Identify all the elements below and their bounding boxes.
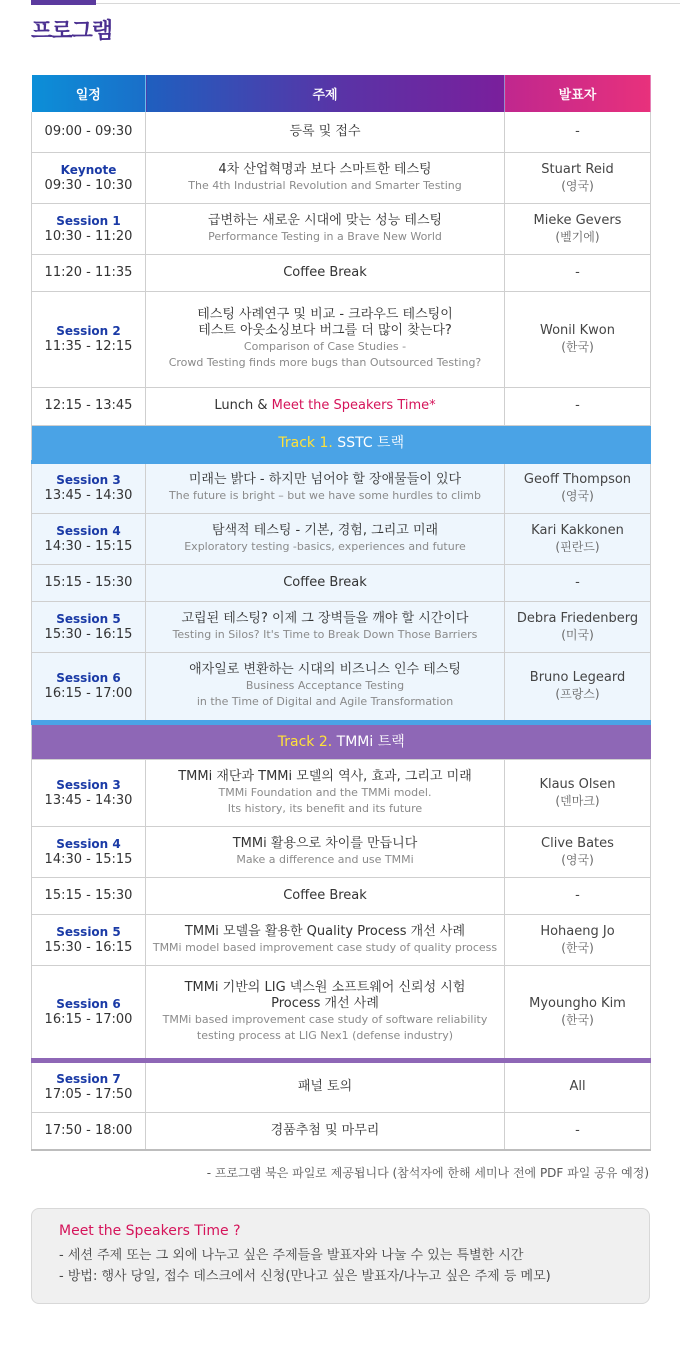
speaker-cell bbox=[505, 877, 651, 914]
table-row bbox=[32, 564, 651, 601]
track2-title bbox=[32, 722, 651, 759]
speaker-name: Mieke Gevers bbox=[533, 212, 622, 228]
speaker-name: - bbox=[575, 123, 580, 139]
speaker-country: (한국) bbox=[561, 940, 594, 955]
topic-ko bbox=[150, 398, 500, 414]
time-cell bbox=[32, 291, 146, 387]
topic-cell bbox=[146, 513, 505, 564]
speaker-cell bbox=[505, 759, 651, 826]
time-cell bbox=[32, 203, 146, 254]
time-cell bbox=[32, 387, 146, 425]
speaker-name: Hohaeng Jo bbox=[540, 923, 615, 939]
header-date: 일정 bbox=[32, 75, 146, 112]
speaker-name: Kari Kakkonen bbox=[531, 522, 624, 538]
header-topic: 주제 bbox=[146, 75, 505, 112]
speaker-cell bbox=[505, 291, 651, 387]
topic-en: TMMi Foundation and the TMMi model. bbox=[218, 785, 432, 799]
session-label: Session 4 bbox=[56, 836, 121, 851]
track1-title bbox=[32, 425, 651, 462]
topic-ko: Coffee Break bbox=[283, 887, 367, 903]
table-row bbox=[32, 1060, 651, 1112]
topic-ko: 테스팅 사례연구 및 비교 - 크라우드 테스팅이 bbox=[197, 307, 453, 322]
time-cell bbox=[32, 826, 146, 877]
time: 09:00 - 09:30 bbox=[44, 123, 133, 139]
info-box-line: - 세션 주제 또는 그 외에 나누고 싶은 주제들을 발표자와 나눌 수 있는 특별한 시간 bbox=[59, 1248, 524, 1263]
speaker-country: (핀란드) bbox=[555, 539, 600, 554]
speaker-name: - bbox=[575, 1122, 580, 1138]
topic-ko: TMMi 활용으로 차이를 만듭니다 bbox=[232, 835, 418, 851]
session-label: Session 7 bbox=[56, 1072, 121, 1086]
topic-en: Exploratory testing -basics, experiences and future bbox=[184, 539, 466, 553]
header-speaker: 발표자 bbox=[505, 75, 651, 112]
time: 14:30 - 15:15 bbox=[44, 538, 133, 554]
session-label: Session 2 bbox=[56, 324, 121, 338]
topic-ko: 등록 및 접수 bbox=[289, 123, 361, 139]
topic-cell bbox=[146, 826, 505, 877]
track1-number: Track 1. bbox=[278, 434, 333, 451]
page-title: 프로그램 bbox=[31, 19, 113, 44]
topic-cell bbox=[146, 652, 505, 722]
time-cell bbox=[32, 965, 146, 1060]
speaker-cell bbox=[505, 254, 651, 291]
topic-cell bbox=[146, 462, 505, 513]
topic-en: Business Acceptance Testing bbox=[245, 679, 405, 692]
topic-en: Performance Testing in a Brave New World bbox=[208, 229, 442, 243]
meet-speakers-label: Meet the Speakers Time* bbox=[271, 398, 436, 413]
topic-cell bbox=[146, 387, 505, 425]
topic-cell bbox=[146, 914, 505, 965]
track2-number: Track 2. bbox=[277, 733, 333, 750]
table-row bbox=[32, 203, 651, 254]
topic-ko: 테스트 아웃소싱보다 버그를 더 많이 찾는다? bbox=[198, 323, 452, 338]
time: 15:15 - 15:30 bbox=[44, 574, 133, 590]
speaker-name: All bbox=[569, 1079, 586, 1094]
title-rule bbox=[31, 0, 680, 4]
topic-cell bbox=[146, 152, 505, 203]
table-row bbox=[32, 513, 651, 564]
time-cell bbox=[32, 652, 146, 722]
time: 15:30 - 16:15 bbox=[44, 939, 133, 955]
topic-cell bbox=[146, 1112, 505, 1150]
speaker-cell bbox=[505, 513, 651, 564]
table-row bbox=[32, 759, 651, 826]
info-box-title: Meet the Speakers Time ? bbox=[59, 1223, 241, 1239]
time: 17:50 - 18:00 bbox=[44, 1122, 133, 1138]
topic-cell bbox=[146, 291, 505, 387]
time-cell bbox=[32, 564, 146, 601]
topic-en: Comparison of Case Studies - bbox=[243, 340, 407, 353]
topic-en: Crowd Testing finds more bugs than Outsourced Testing? bbox=[168, 356, 482, 369]
table-row bbox=[32, 291, 651, 387]
table-row bbox=[32, 826, 651, 877]
track2-header bbox=[32, 722, 651, 759]
program-book-note: - 프로그램 북은 파일로 제공됩니다 (참석자에 한해 세미나 전에 PDF 파일 공유 예정) bbox=[206, 1166, 649, 1180]
track1-label: SSTC 트랙 bbox=[332, 434, 405, 451]
time: 10:30 - 11:20 bbox=[44, 228, 133, 244]
session-label: Session 4 bbox=[56, 523, 121, 538]
table-row bbox=[32, 965, 651, 1060]
time: 13:45 - 14:30 bbox=[44, 488, 133, 504]
topic-en: in the Time of Digital and Agile Transformation bbox=[196, 695, 454, 708]
time: 15:15 - 15:30 bbox=[44, 887, 133, 903]
speaker-cell bbox=[505, 914, 651, 965]
info-box-line: - 방법: 행사 당일, 접수 데스크에서 신청(만나고 싶은 발표자/나누고 싶은 주제 등 메모) bbox=[59, 1269, 551, 1284]
table-header bbox=[32, 75, 651, 112]
time: 16:15 - 17:00 bbox=[44, 1011, 133, 1027]
table-row bbox=[32, 152, 651, 203]
topic-cell bbox=[146, 254, 505, 291]
speaker-cell bbox=[505, 826, 651, 877]
session-label: Keynote bbox=[60, 162, 117, 177]
speaker-cell bbox=[505, 152, 651, 203]
topic-cell bbox=[146, 877, 505, 914]
topic-cell bbox=[146, 759, 505, 826]
speaker-name: Geoff Thompson bbox=[523, 472, 632, 488]
speaker-cell bbox=[505, 601, 651, 652]
speaker-name: Bruno Legeard bbox=[529, 670, 626, 685]
speaker-name: Wonil Kwon bbox=[540, 323, 615, 338]
lunch-label: Lunch bbox=[214, 398, 254, 413]
topic-ko: TMMi 재단과 TMMi 모델의 역사, 효과, 그리고 미래 bbox=[178, 768, 472, 784]
table-row bbox=[32, 877, 651, 914]
topic-en: TMMi based improvement case study of software reliability bbox=[162, 1012, 488, 1026]
topic-ko: 급변하는 새로운 시대에 맞는 성능 테스팅 bbox=[207, 212, 443, 228]
speaker-name: - bbox=[575, 574, 580, 590]
topic-ko: 경품추첨 및 마무리 bbox=[270, 1122, 380, 1138]
time: 09:30 - 10:30 bbox=[44, 177, 133, 193]
time-cell bbox=[32, 112, 146, 152]
schedule-table bbox=[31, 75, 651, 1151]
time-cell bbox=[32, 877, 146, 914]
time: 14:30 - 15:15 bbox=[44, 851, 133, 867]
amp: & bbox=[253, 398, 272, 413]
speaker-name: - bbox=[575, 887, 580, 903]
time: 12:15 - 13:45 bbox=[44, 398, 133, 413]
time-cell bbox=[32, 1060, 146, 1112]
speaker-country: (영국) bbox=[561, 852, 594, 867]
time-cell bbox=[32, 1112, 146, 1150]
speaker-name: Debra Friedenberg bbox=[516, 610, 639, 626]
table-row bbox=[32, 601, 651, 652]
time-cell bbox=[32, 462, 146, 513]
topic-ko: 탐색적 테스팅 - 기본, 경험, 그리고 미래 bbox=[211, 522, 439, 538]
speaker-country: (영국) bbox=[561, 178, 594, 193]
time-cell bbox=[32, 254, 146, 291]
speaker-cell bbox=[505, 652, 651, 722]
topic-en: The future is bright – but we have some hurdles to climb bbox=[169, 489, 481, 503]
table-row bbox=[32, 462, 651, 513]
topic-en: The 4th Industrial Revolution and Smarter Testing bbox=[188, 178, 462, 192]
speaker-cell bbox=[505, 1112, 651, 1150]
table-row bbox=[32, 254, 651, 291]
table-row bbox=[32, 112, 651, 152]
speaker-cell bbox=[505, 112, 651, 152]
topic-en: Testing in Silos? It's Time to Break Down Those Barriers bbox=[172, 627, 478, 641]
time: 17:05 - 17:50 bbox=[44, 1087, 133, 1102]
time: 13:45 - 14:30 bbox=[44, 792, 133, 808]
track2-label: TMMi 트랙 bbox=[332, 733, 405, 750]
topic-en: TMMi model based improvement case study of quality process bbox=[152, 940, 498, 954]
speaker-cell bbox=[505, 965, 651, 1060]
table-row bbox=[32, 1112, 651, 1150]
session-label: Session 5 bbox=[56, 611, 121, 626]
topic-ko: 애자일로 변환하는 시대의 비즈니스 인수 테스팅 bbox=[189, 662, 461, 677]
topic-cell bbox=[146, 965, 505, 1060]
session-label: Session 3 bbox=[56, 473, 121, 488]
time: 11:35 - 12:15 bbox=[44, 339, 133, 354]
meet-speakers-info-box bbox=[31, 1208, 650, 1304]
speaker-name: - bbox=[575, 398, 580, 413]
speaker-country: (영국) bbox=[561, 489, 594, 504]
topic-ko: TMMi 모델을 활용한 Quality Process 개선 사례 bbox=[184, 923, 466, 939]
time-cell bbox=[32, 914, 146, 965]
session-label: Session 1 bbox=[56, 213, 121, 228]
topic-ko: 고립된 테스팅? 이제 그 장벽들을 깨야 할 시간이다 bbox=[181, 610, 469, 626]
topic-cell bbox=[146, 112, 505, 152]
topic-en: Make a difference and use TMMi bbox=[236, 852, 414, 866]
table-row bbox=[32, 652, 651, 722]
topic-ko: 4차 산업혁명과 보다 스마트한 테스팅 bbox=[218, 161, 432, 177]
topic-ko: 패널 토의 bbox=[297, 1079, 353, 1094]
session-label: Session 5 bbox=[56, 924, 121, 939]
session-label: Session 6 bbox=[56, 671, 121, 685]
speaker-cell bbox=[505, 203, 651, 254]
time: 16:15 - 17:00 bbox=[44, 686, 133, 701]
table-row bbox=[32, 914, 651, 965]
speaker-country: (한국) bbox=[561, 340, 594, 354]
topic-cell bbox=[146, 601, 505, 652]
speaker-name: Klaus Olsen bbox=[539, 776, 616, 792]
topic-ko: Coffee Break bbox=[283, 574, 367, 590]
speaker-name: Myoungho Kim bbox=[529, 995, 626, 1011]
time-cell bbox=[32, 601, 146, 652]
time: 11:20 - 11:35 bbox=[44, 264, 133, 280]
topic-ko: Process 개선 사례 bbox=[271, 995, 379, 1011]
topic-en: testing process at LIG Nex1 (defense industry) bbox=[196, 1028, 454, 1042]
topic-ko: TMMi 기반의 LIG 넥스원 소프트웨어 신뢰성 시험 bbox=[184, 979, 466, 995]
speaker-cell bbox=[505, 564, 651, 601]
speaker-cell bbox=[505, 462, 651, 513]
session-label: Session 3 bbox=[56, 777, 121, 792]
topic-en: Its history, its benefit and its future bbox=[227, 801, 423, 815]
speaker-cell bbox=[505, 387, 651, 425]
speaker-cell bbox=[505, 1060, 651, 1112]
track1-header bbox=[32, 425, 651, 462]
speaker-name: Stuart Reid bbox=[541, 161, 614, 177]
speaker-name: Clive Bates bbox=[541, 835, 614, 851]
speaker-country: (프랑스) bbox=[555, 687, 600, 701]
time-cell bbox=[32, 152, 146, 203]
speaker-name: - bbox=[575, 264, 580, 280]
session-label: Session 6 bbox=[56, 996, 121, 1011]
speaker-country: (벨기에) bbox=[555, 229, 600, 244]
topic-cell bbox=[146, 203, 505, 254]
time: 15:30 - 16:15 bbox=[44, 626, 133, 642]
topic-cell bbox=[146, 1060, 505, 1112]
time-cell bbox=[32, 513, 146, 564]
topic-ko: 미래는 밝다 - 하지만 넘어야 할 장애물들이 있다 bbox=[188, 472, 462, 488]
table-row bbox=[32, 387, 651, 425]
speaker-country: (한국) bbox=[561, 1012, 594, 1027]
topic-cell bbox=[146, 564, 505, 601]
topic-ko: Coffee Break bbox=[283, 264, 367, 280]
speaker-country: (미국) bbox=[561, 627, 594, 642]
time-cell bbox=[32, 759, 146, 826]
speaker-country: (덴마크) bbox=[555, 793, 600, 808]
